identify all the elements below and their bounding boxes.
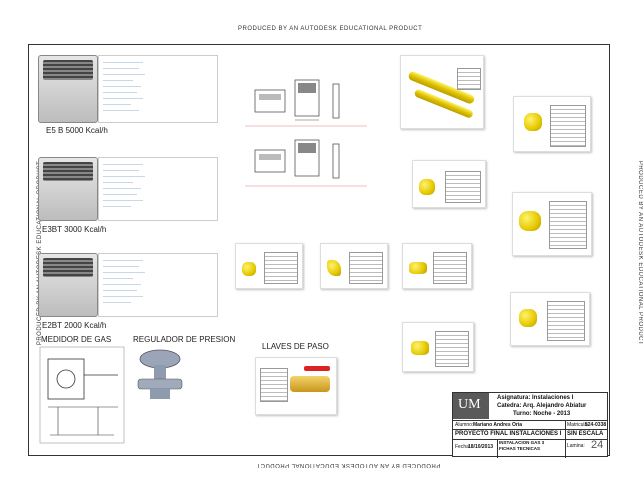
date-label: Fecha: bbox=[455, 444, 471, 450]
fitting-card-1 bbox=[513, 96, 591, 152]
valves-card bbox=[255, 357, 337, 415]
dimension-drawing-1 bbox=[245, 74, 367, 128]
content-line-2: FICHAS TECNICAS bbox=[499, 446, 541, 451]
sheet-label: Lamina: bbox=[567, 443, 585, 449]
pipe-spec-card bbox=[400, 55, 484, 129]
spec-sheet-2 bbox=[98, 157, 218, 221]
heater-image-1 bbox=[38, 55, 98, 123]
heater-label-3: E2BT 2000 Kcal/h bbox=[42, 321, 107, 330]
matricula-label: Matricula: bbox=[567, 422, 589, 428]
heater-label-1: E5 B 5000 Kcal/h bbox=[46, 126, 108, 135]
fitting-card-7 bbox=[510, 292, 590, 346]
fitting-card-8 bbox=[402, 322, 474, 372]
matricula-value: 524-0338 bbox=[585, 422, 607, 428]
scale: SIN ESCALA bbox=[567, 431, 604, 437]
fitting-card-3 bbox=[512, 192, 592, 256]
heater-image-2 bbox=[38, 157, 98, 221]
student-label: Alumno: bbox=[455, 422, 474, 428]
subject: Asignatura: Instalaciones I bbox=[497, 395, 574, 401]
valves-label: LLAVES DE PASO bbox=[262, 342, 329, 351]
shift: Turno: Noche - 2013 bbox=[513, 411, 571, 417]
dimension-drawing-2 bbox=[245, 136, 367, 188]
watermark-right: PRODUCED BY AN AUTODESK EDUCATIONAL PRODUCT bbox=[637, 160, 643, 346]
fitting-card-5 bbox=[320, 243, 388, 289]
heater-label-2: E3BT 3000 Kcal/h bbox=[42, 225, 107, 234]
content-line-1: INSTALACION GAS 3 bbox=[499, 440, 545, 445]
fitting-card-6 bbox=[402, 243, 472, 289]
chair: Catedra: Arq. Alejandro Abiatur bbox=[497, 403, 587, 409]
meter-label: MEDIDOR DE GAS bbox=[41, 335, 112, 344]
gas-meter-drawing bbox=[38, 345, 126, 445]
heater-image-3 bbox=[38, 253, 98, 317]
spec-sheet-1 bbox=[98, 55, 218, 123]
watermark-top: PRODUCED BY AN AUTODESK EDUCATIONAL PRODUCT bbox=[238, 26, 423, 32]
sheet-number: 24 bbox=[591, 439, 604, 451]
project-title: PROYECTO FINAL INSTALACIONES I bbox=[455, 431, 562, 437]
student-name: Mariano Andres Oria bbox=[473, 422, 522, 428]
um-logo: UM bbox=[453, 393, 489, 419]
date-value: 18/10/2013 bbox=[468, 444, 494, 450]
watermark-bottom: PRODUCED BY AN AUTODESK EDUCATIONAL PRODUCT bbox=[256, 462, 441, 468]
spec-sheet-3 bbox=[98, 253, 218, 317]
fitting-card-2 bbox=[412, 160, 486, 208]
regulator-label: REGULADOR DE PRESION bbox=[133, 335, 236, 344]
pressure-regulator-image bbox=[132, 345, 188, 403]
fitting-card-4 bbox=[235, 243, 303, 289]
title-block bbox=[452, 392, 608, 457]
